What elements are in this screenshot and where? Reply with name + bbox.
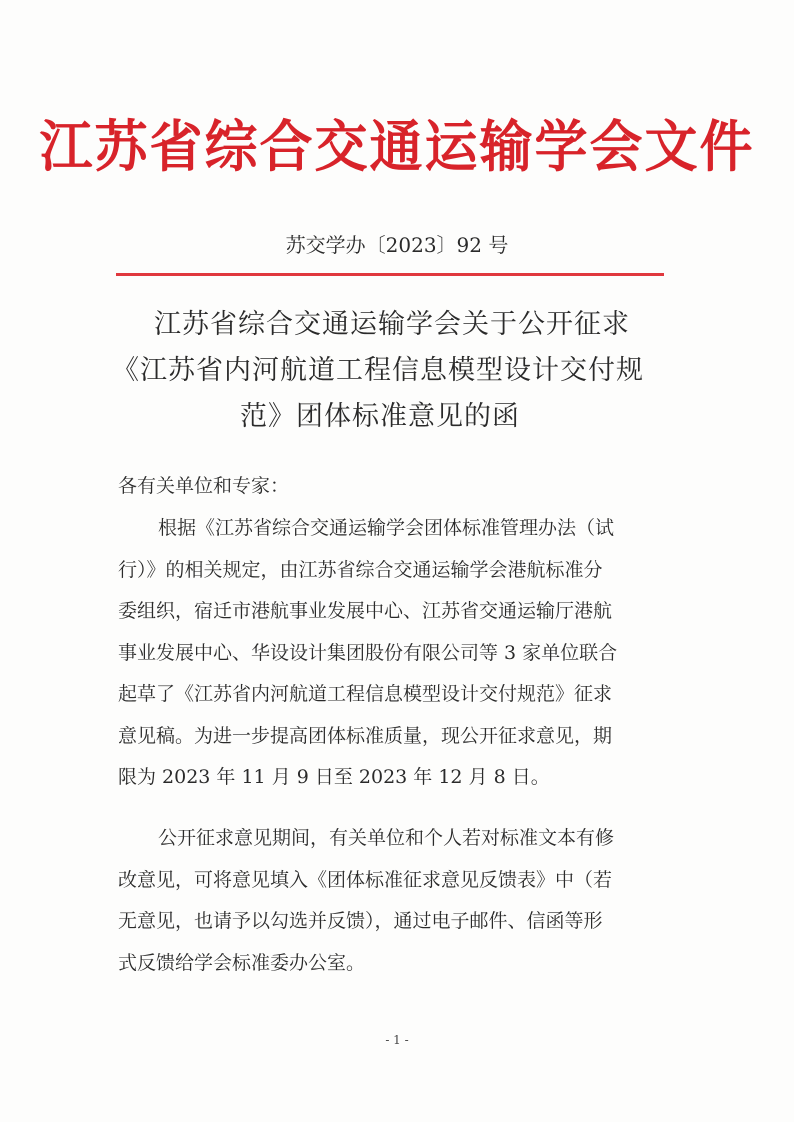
- paragraph-line: 意见稿。为进一步提高团体标准质量，现公开征求意见，期: [118, 724, 613, 747]
- paragraph-line: 改意见，可将意见填入《团体标准征求意见反馈表》中（若: [118, 868, 613, 891]
- paragraph-line: 委组织，宿迁市港航事业发展中心、江苏省交通运输厅港航: [118, 600, 613, 622]
- title-line-2: 《江苏省内河航道工程信息模型设计交付规: [112, 355, 644, 386]
- document-number: 苏交学办〔2023〕92 号: [285, 233, 509, 257]
- paragraph-line: 起草了《江苏省内河航道工程信息模型设计交付规范》征求: [118, 683, 613, 705]
- paragraph-line: 公开征求意见期间，有关单位和个人若对标准文本有修: [158, 827, 615, 849]
- title-line-1: 江苏省综合交通运输学会关于公开征求: [154, 309, 630, 340]
- document-title: [112, 302, 672, 440]
- salutation: 各有关单位和专家：: [118, 475, 290, 497]
- paragraph-line: 无意见，也请予以勾选并反馈），通过电子邮件、信函等形: [118, 910, 603, 932]
- paragraph-line: 行）》的相关规定，由江苏省综合交通运输学会港航标准分: [118, 558, 603, 581]
- body-paragraph-2: [118, 818, 676, 984]
- page-number: - 1 -: [385, 1033, 409, 1047]
- masthead-title: 江苏省综合交通运输学会文件: [39, 114, 755, 180]
- paragraph-line: 式反馈给学会标准委办公室。: [118, 951, 366, 974]
- title-line-3: 范》团体标准意见的函: [240, 401, 520, 432]
- paragraph-line: 事业发展中心、华设设计集团股份有限公司等 3 家单位联合: [118, 641, 618, 664]
- red-divider-line: [116, 273, 664, 276]
- paragraph-line: 限为 2023 年 11 月 9 日至 2023 年 12 月 8 日。: [118, 766, 550, 788]
- paragraph-line: 根据《江苏省综合交通运输学会团体标准管理办法（试: [158, 517, 615, 539]
- body-paragraph-1: [118, 508, 676, 799]
